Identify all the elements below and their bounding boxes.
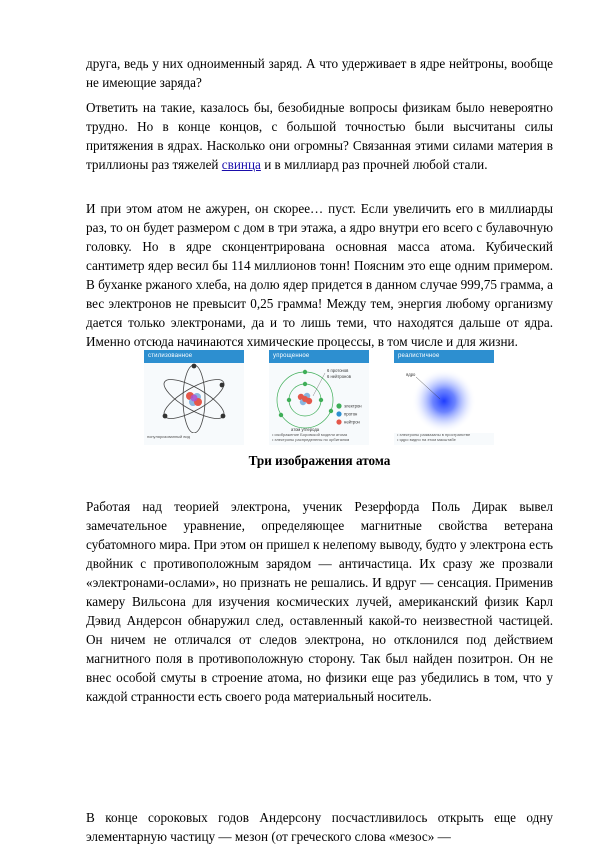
paragraph-2 — [86, 98, 553, 174]
electron-legend-label: электрон — [344, 403, 362, 409]
nucleus-label: ядро — [406, 372, 416, 377]
simplified-atom-graphic — [269, 363, 369, 433]
simplified-panel-note-2: • электроны распределены по орбиталям — [272, 437, 350, 442]
neutron-legend-label: нейтрон — [344, 419, 360, 425]
atom-figure — [144, 350, 494, 445]
paragraph-3: И при этом атом не ажурен, он скорее… пуст. Если увеличить его в миллиарды раз, то он будет размером с дом в три этажа, а ядро внутри его всего с булавочную головку. Но в ядре сконцентрирована основная масса атома. Кубический сантиметр ядер весил бы 114 миллионов тонн! Поясним это еще одним примером. В буханке ржаного хлеба, на долю ядер придется в данном случае 999,75 грамма, а вес электронов не превысит 0,25 грамма! Между тем, энергия любому организму дается только электронами, да и то лишь теми, что находятся дальше от ядра. Именно отсюда начинаются химические процессы, в том числе и для жизни. — [86, 201, 553, 349]
paragraph-4: Работая над теорией электрона, ученик Резерфорда Поль Дирак вывел замечательное уравнение, определяющее магнитные свойства ветерана субатомного мира. При этом он пришел к нелепому выводу, будто у электрона есть двойник с противоположным зарядом — античастица. Их сразу же прозвали «электронами-ослами», но признать не решались. И вдруг — сенсация. Применив камеру Вильсона для изучения космических лучей, американский физик Карл Дэвид Андерсон обнаружил след, оставленный какой-то неизвестной частицей. Он ничем не отличался от следов электрона, но отклонился под действием магнитного поля в противоположную сторону. Так был найден позитрон. Он не внес особой смуты в строение атома, но физики еще раз убедились в том, что у каждой странности есть своего рода материальный носитель. — [86, 499, 553, 704]
simplified-panel-note-1: • изображение Боровской модели атома — [272, 432, 348, 437]
stylized-panel-title: стилизованное — [144, 350, 244, 363]
paragraph-2-text-b: и в миллиард раз прочней любой стали. — [260, 157, 488, 172]
realistic-atom-graphic — [394, 363, 494, 433]
simplified-panel-title: упрощенное — [269, 350, 369, 363]
figure-caption: Три изображения атома — [248, 453, 391, 468]
paragraph-5: В конце сороковых годов Андерсону посчастливилось открыть еще одну элементарную частицу — мезон (от греческого слова «мезос» — — [86, 810, 553, 844]
stylized-panel-note: популяризованный вид — [147, 434, 191, 439]
realistic-panel-note-2: • ядро видно на этом масштабе — [397, 437, 456, 442]
protons-label: 6 протонов — [327, 368, 349, 373]
realistic-panel-title: реалистичное — [394, 350, 494, 363]
realistic-panel-note-1: • электроны размазаны в пространстве — [397, 432, 471, 437]
simplified-panel — [269, 350, 369, 445]
stylized-atom-graphic — [144, 363, 244, 433]
paragraph-2-text-a: Ответить на такие, казалось бы, безобидные вопросы физикам было невероятно трудно. Но в конце концов, с большой точностью были высчитаны силы притяжения в ядрах. Насколько они огромны? Связанная этими силами материя в триллионы раз тяжелей — [86, 100, 553, 172]
lead-link[interactable]: свинца — [221, 157, 261, 172]
realistic-panel — [394, 350, 494, 445]
paragraph-1: друга, ведь у них одноименный заряд. А что удерживает в ядре нейтроны, вообще не имеющие заряда? — [86, 56, 553, 90]
proton-legend-label: протон — [344, 411, 358, 417]
neutrons-label: 6 нейтронов — [327, 374, 351, 379]
carbon-atom-label: атом углерода — [291, 427, 320, 432]
stylized-panel — [144, 350, 244, 445]
